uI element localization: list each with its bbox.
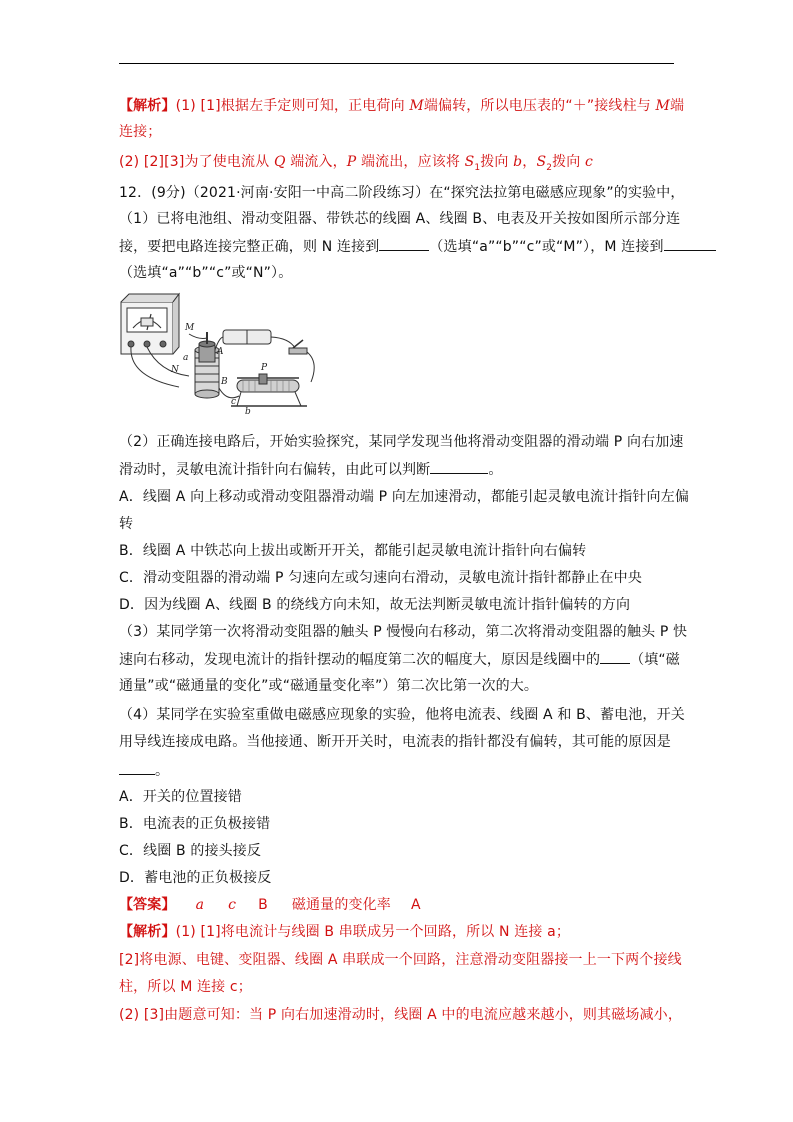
q-part1-line-1: （1）已将电池组、滑动变阻器、带铁芯的线圈 A、线圈 B、电表及开关按如图所示部分连 [119,211,681,227]
option-b: B．线圈 A 中铁芯向上拔出或断开开关，都能引起灵敏电流计指针向右偏转 [119,543,587,559]
q-part3-line-3: 通量”或“磁通量的变化”或“磁通量变化率”）第二次比第一次的大。 [119,678,539,694]
apparatus-figure [119,292,324,414]
q-part2-line-1: （2）正确连接电路后，开始实验探究，某同学发现当他将滑动变阻器的滑动端 P 向右加速 [119,434,684,450]
answer-blank[interactable] [430,459,488,474]
option-d: D．因为线圈 A、线圈 B 的绕线方向未知，故无法判断灵敏电流计指针偏转的方向 [119,597,631,613]
answer-blank[interactable] [119,760,155,775]
label-p: P [261,363,268,373]
q4-option-b: B．电流表的正负极接错 [119,816,271,832]
analysis-bottom-line-3: 柱，所以 M 连接 c； [119,979,252,995]
q4-option-a: A．开关的位置接错 [119,789,242,805]
answer-blank[interactable] [664,236,716,251]
question-header: 12．(9分)（2021·河南·安阳一中高二阶段练习）在“探究法拉第电磁感应现象”的实验中， [119,185,685,201]
answer-blank[interactable] [379,236,429,251]
q-part2-line-2: 滑动时，灵敏电流计指针向右偏转，由此可以判断 。 [119,459,679,480]
analysis-bottom-line-4: (2) [3]由题意可知：当 P 向右加速滑动时，线圈 A 中的电流应越来越小，则其磁场减小， [119,1007,682,1023]
analysis-top-line-1: 【解析】(1) [1]根据左手定则可知，正电荷向 M端偏转，所以电压表的“＋”接线柱与 M端 [119,98,685,114]
q-part3-line-2: 速向右移动，发现电流计的指针摆动的幅度第二次的幅度大，原因是线圈中的 （填“磁 [119,649,679,670]
q-part4-line-1: （4）某同学在实验室重做电磁感应现象的实验，他将电流表、线圈 A 和 B、蓄电池，开关 [119,707,685,723]
option-a-line-1: A．线圈 A 向上移动或滑动变阻器滑动端 P 向左加速滑动，都能引起灵敏电流计指针向左偏 [119,489,689,505]
label-coil-b: B [221,377,228,387]
q-part4-line-2: 用导线连接成电路。当他接通、断开开关时，电流表的指针都没有偏转，其可能的原因是 [119,734,671,750]
answer-blank[interactable] [600,649,630,664]
label-n: N [171,365,179,375]
q-part4-line-3: 。 [119,760,679,781]
option-c: C．滑动变阻器的滑动端 P 匀速向左或匀速向右滑动，灵敏电流计指针都静止在中央 [119,570,642,586]
q4-option-d: D．蓄电池的正负极接反 [119,870,272,886]
q4-option-c: C．线圈 B 的接头接反 [119,843,262,859]
q-part1-line-2: 接，要把电路连接完整正确，则 N 连接到 （选填“a”“b”“c”或“M”），M 连接到 [119,236,679,257]
q-part3-line-1: （3）某同学第一次将滑动变阻器的触头 P 慢慢向右移动，第二次将滑动变阻器的触头 P 快 [119,624,688,640]
label-a: a [183,353,189,363]
analysis-top-line-2: 连接； [119,124,162,140]
label-coil-a: A [217,347,224,357]
answer-line: 【答案】 a c B 磁通量的变化率 A [119,897,421,913]
label-m: M [185,323,195,333]
analysis-top-line-3: (2) [2][3]为了使电流从 Q 端流入，P 端流出，应该将 $S_1$拨向 b，$S_2$拨向 c [119,154,593,173]
label-b: b [245,407,251,414]
analysis-bottom-line-1: 【解析】(1) [1]将电流计与线圈 B 串联成另一个回路，所以 N 连接 a； [119,924,571,940]
header-rule [119,63,674,64]
label-c: c [231,397,237,407]
analysis-bottom-line-2: [2]将电源、电键、变阻器、线圈 A 串联成一个回路，注意滑动变阻器接一上一下两个接线 [119,952,682,968]
option-a-line-2: 转 [119,516,134,532]
circuit-diagram [119,292,324,414]
q-part1-line-3: （选填“a”“b”“c”或“N”）。 [119,265,293,281]
